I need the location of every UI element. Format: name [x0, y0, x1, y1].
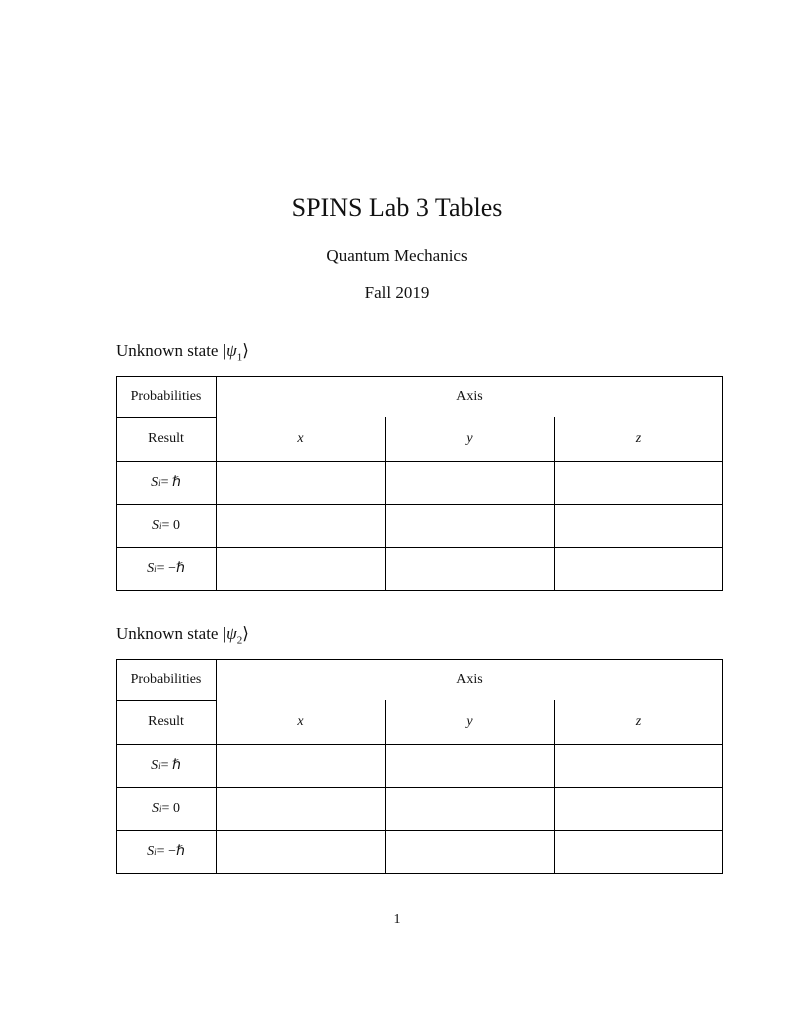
table-cell-x-plus[interactable] — [216, 461, 385, 504]
row-label-s-zero: S i = 0 — [152, 517, 180, 533]
heading-text: Unknown state | — [116, 341, 227, 360]
row-label-s-minus-hbar: S i = −ℏ — [147, 843, 185, 859]
axis-header: Axis — [456, 388, 483, 404]
table-cell-y-zero[interactable] — [385, 787, 554, 830]
psi-symbol: ψ — [226, 341, 237, 360]
column-header-x: x — [297, 714, 304, 729]
row-label-s-minus-hbar: S i = −ℏ — [147, 560, 185, 576]
section-heading-psi1 — [116, 341, 249, 363]
table-cell-y-minus[interactable] — [385, 830, 554, 873]
psi-symbol: ψ — [226, 624, 237, 643]
ket-bracket: ⟩ — [242, 341, 249, 360]
corner-header-result: Result — [148, 431, 184, 446]
corner-header-probabilities: Probabilities — [130, 388, 202, 404]
corner-header-probabilities: Probabilities — [130, 671, 202, 687]
corner-header-result: Result — [148, 714, 184, 729]
column-header-z: z — [635, 431, 642, 446]
document-date: Fall 2019 — [364, 283, 430, 302]
row-label-s-plus-hbar: S i = ℏ — [151, 474, 181, 490]
axis-header: Axis — [456, 671, 483, 687]
table-cell-y-zero[interactable] — [385, 504, 554, 547]
column-header-y: y — [466, 714, 473, 729]
row-label-s-plus-hbar: S i = ℏ — [151, 757, 181, 773]
document-title: SPINS Lab 3 Tables — [291, 193, 503, 222]
ket-bracket: ⟩ — [242, 624, 249, 643]
table-cell-y-plus[interactable] — [385, 461, 554, 504]
column-header-x: x — [297, 431, 304, 446]
table-cell-z-minus[interactable] — [554, 547, 723, 590]
table-cell-z-plus[interactable] — [554, 744, 723, 787]
table-cell-y-plus[interactable] — [385, 744, 554, 787]
psi-subscript: 1 — [236, 351, 243, 364]
table-cell-x-minus[interactable] — [216, 830, 385, 873]
table-cell-z-zero[interactable] — [554, 504, 723, 547]
section-heading-psi2 — [116, 624, 249, 646]
page-number: 1 — [393, 912, 401, 927]
heading-text: Unknown state | — [116, 624, 227, 643]
probability-table-psi2 — [116, 659, 723, 873]
table-cell-z-plus[interactable] — [554, 461, 723, 504]
column-header-z: z — [635, 714, 642, 729]
row-label-s-zero: S i = 0 — [152, 800, 180, 816]
table-cell-z-zero[interactable] — [554, 787, 723, 830]
table-cell-z-minus[interactable] — [554, 830, 723, 873]
psi-subscript: 2 — [236, 634, 243, 647]
table-cell-x-zero[interactable] — [216, 504, 385, 547]
table-cell-x-minus[interactable] — [216, 547, 385, 590]
table-cell-y-minus[interactable] — [385, 547, 554, 590]
table-cell-x-plus[interactable] — [216, 744, 385, 787]
probability-table-psi1 — [116, 376, 723, 590]
table-cell-x-zero[interactable] — [216, 787, 385, 830]
document-subtitle: Quantum Mechanics — [326, 246, 468, 265]
column-header-y: y — [466, 431, 473, 446]
